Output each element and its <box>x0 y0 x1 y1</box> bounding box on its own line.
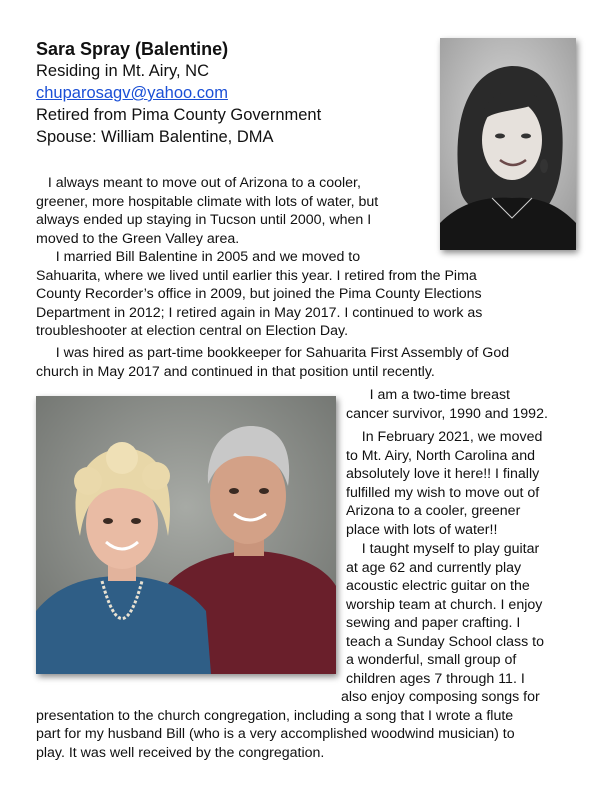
profile-header <box>36 38 321 148</box>
email-link[interactable]: chuparosagv@yahoo.com <box>36 84 228 102</box>
paragraph-songs: also enjoy composing songs for presentation to the church congregation, including a song that I wrote a flute part for my husband Bill (who is a very accomplished woodwind musician) to play. It was well received by the congregation. <box>36 689 540 761</box>
couple-illustration <box>36 396 336 674</box>
portrait-illustration <box>440 38 576 250</box>
paragraph-guitar: I taught myself to play guitar at age 62 and currently play acoustic electric guitar on the worship team at church. I enjoy sewing and paper crafting. I teach a Sunday School class to a wonderful, small group of children ages 7 through 11. I <box>346 541 544 687</box>
paragraph-arizona: I always meant to move out of Arizona to a cooler, greener, more hospitable climate with lots of water, but always ended up staying in Tucson until 2000, when I moved to the Green Valley area. <box>36 175 379 247</box>
paragraph-survivor: I am a two-time breast cancer survivor, 1990 and 1992. <box>346 387 548 422</box>
residence-line: Residing in Mt. Airy, NC <box>36 62 209 80</box>
paragraph-bookkeeper: I was hired as part-time bookkeeper for Sahuarita First Assembly of God church in May 2017 and continued in that position until recently. <box>36 345 510 380</box>
spouse-line: Spouse: William Balentine, DMA <box>36 128 274 146</box>
couple-photo <box>36 396 336 674</box>
paragraph-marriage: I married Bill Balentine in 2005 and we moved to Sahuarita, where we lived until earlier this year. I retired from the Pima County Recorder’s office in 2009, but joined the Pima County Elections Department in 2012; I retired again in May 2017. I continued to work as troubleshooter at election central on Election Day. <box>36 249 483 339</box>
retired-line: Retired from Pima County Government <box>36 106 322 124</box>
yearbook-portrait-photo <box>440 38 576 250</box>
person-name: Sara Spray (Balentine) <box>36 39 229 59</box>
paragraph-move: In February 2021, we moved to Mt. Airy, North Carolina and absolutely love it here!! I finally fulfilled my wish to move out of Arizona to a cooler, greener place with lots of water!! <box>346 429 543 538</box>
